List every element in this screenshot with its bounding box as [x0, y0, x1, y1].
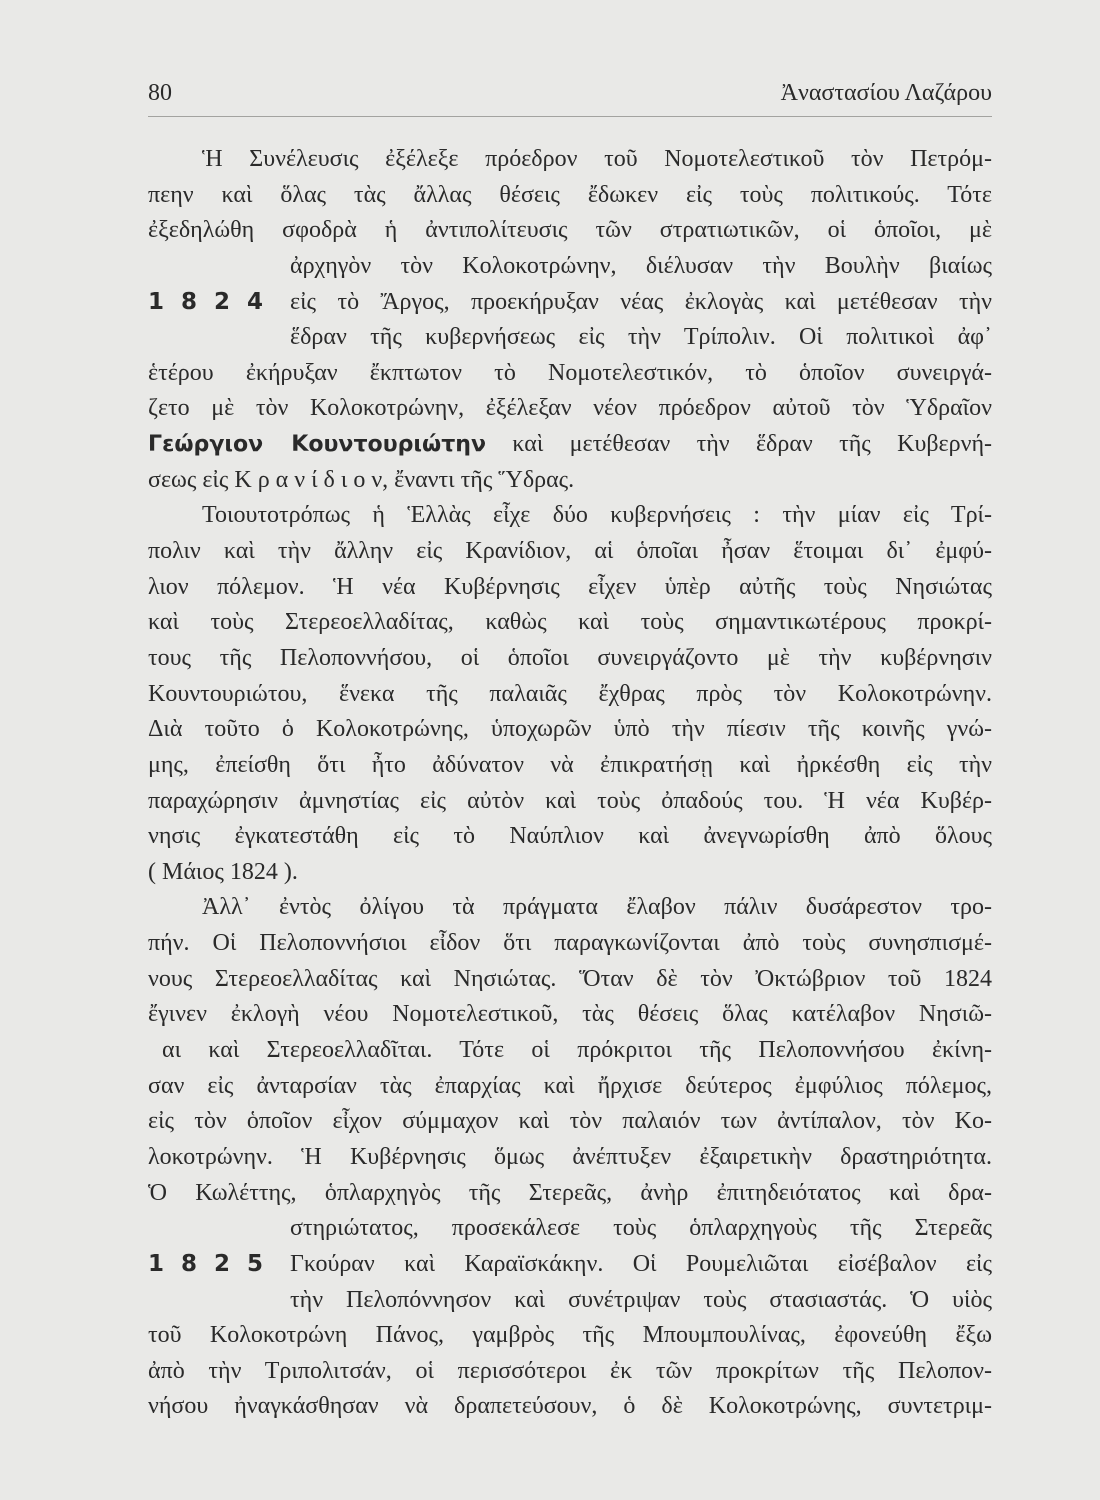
text-line: νους Στερεοελλαδίτας καὶ Νησιώτας. Ὅταν δὲ τὸν Ὀκτώβριον τοῦ 1824	[148, 965, 992, 992]
text-line: πήν. Οἱ Πελοποννήσιοι εἶδον ὅτι παραγκωνίζονται ἀπὸ τοὺς συνησπισμέ-	[148, 930, 992, 957]
text-line: στηριώτατος, προσεκάλεσε τοὺς ὁπλαρχηγοὺς τῆς Στερεᾶς	[290, 1215, 992, 1242]
text-line: νήσου ἠναγκάσθησαν νὰ δραπετεύσουν, ὁ δὲ Κολοκοτρώνης, συντετριμ-	[148, 1393, 992, 1420]
text-line-content: Γκούραν καὶ Καραϊσκάκην. Οἱ Ρουμελιῶται εἰσέβαλον εἰς	[290, 1250, 992, 1277]
text-line: μης, ἐπείσθη ὅτι ἦτο ἀδύνατον νὰ ἐπικρατήσῃ καὶ ἠρκέσθη εἰς τὴν	[148, 751, 992, 778]
text-line: ἔγινεν ἐκλογὴ νέου Νομοτελεστικοῦ, τὰς θέσεις ὅλας κατέλαβον Νησιῶ-	[148, 1001, 992, 1028]
text-line: ἐξεδηλώθη σφοδρὰ ἡ ἀντιπολίτευσις τῶν στρατιωτικῶν, οἱ ὁποῖοι, μὲ	[148, 217, 992, 244]
text-line: τὴν Πελοπόννησον καὶ συνέτριψαν τοὺς στασιαστάς. Ὁ υἱὸς	[290, 1286, 992, 1313]
text-line: τοῦ Κολοκοτρώνη Πάνος, γαμβρὸς τῆς Μπουμπουλίνας, ἐφονεύθη ἔξω	[148, 1322, 992, 1349]
text-line-with-margin-note	[148, 1247, 992, 1283]
text-line: σεως εἰς Κ ρ α ν ί δ ι ο ν, ἔναντι τῆς Ὕδρας.	[148, 466, 575, 493]
text-line: Ὁ Κωλέττης, ὁπλαρχηγὸς τῆς Στερεᾶς, ἀνὴρ ἐπιτηδειότατος καὶ δρα-	[148, 1179, 992, 1206]
text-line: Διὰ τοῦτο ὁ Κολοκοτρώνης, ὑποχωρῶν ὑπὸ τὴν πίεσιν τῆς κοινῆς γνώ-	[148, 716, 992, 743]
text-line: ἀπὸ τὴν Τριπολιτσάν, οἱ περισσότεροι ἐκ τῶν προκρίτων τῆς Πελοπον-	[148, 1357, 992, 1384]
text-line: σαν εἰς ἀνταρσίαν τὰς ἐπαρχίας καὶ ἤρχισε δεύτερος ἐμφύλιος πόλεμος,	[148, 1072, 992, 1099]
text-line	[148, 427, 992, 463]
text-line: ἕδραν τῆς κυβερνήσεως εἰς τὴν Τρίπολιν. Οἱ πολιτικοὶ ἀφ᾿	[290, 324, 992, 351]
margin-year: 1824	[148, 288, 281, 315]
text-line: καὶ τοὺς Στερεοελλαδίτας, καθὼς καὶ τοὺς σημαντικωτέρους προκρί-	[148, 609, 992, 636]
header-rule	[148, 116, 992, 117]
text-line: νησις ἐγκατεστάθη εἰς τὸ Ναύπλιον καὶ ἀνεγνωρίσθη ἀπὸ ὅλους	[148, 823, 992, 850]
text-line: Κουντουριώτου, ἕνεκα τῆς παλαιᾶς ἔχθρας πρὸς τὸν Κολοκοτρώνην.	[148, 680, 992, 707]
text-line: λοκοτρώνην. Ἡ Κυβέρνησις ὅμως ἀνέπτυξεν ἐξαιρετικὴν δραστηριότητα.	[148, 1143, 992, 1170]
text-line: ἑτέρου ἐκήρυξαν ἔκπτωτον τὸ Νομοτελεστικόν, τὸ ὁποῖον συνειργά-	[148, 359, 992, 386]
text-line: ἀρχηγὸν τὸν Κολοκοτρώνην, διέλυσαν τὴν Βουλὴν βιαίως	[290, 252, 992, 279]
text-line: ( Μάιος 1824 ).	[148, 858, 298, 885]
text-line-content: εἰς τὸ Ἄργος, προεκήρυξαν νέας ἐκλογὰς καὶ μετέθεσαν τὴν	[290, 288, 992, 315]
text-line: Ἀλλ᾿ ἐντὸς ὀλίγου τὰ πράγματα ἔλαβον πάλιν δυσάρεστον τρο-	[202, 894, 992, 921]
text-line: Τοιουτοτρόπως ἡ Ἑλλὰς εἶχε δύο κυβερνήσεις : τὴν μίαν εἰς Τρί-	[202, 502, 992, 529]
text-line: αι καὶ Στερεοελλαδῖται. Τότε οἱ πρόκριτοι τῆς Πελοποννήσου ἐκίνη-	[162, 1037, 992, 1064]
bold-name: Γεώργιον Κουντουριώτην	[148, 432, 487, 458]
body-text	[148, 142, 992, 1425]
text-line-content: καὶ μετέθεσαν τὴν ἕδραν τῆς Κυβερνή-	[512, 431, 992, 458]
text-line: ζετο μὲ τὸν Κολοκοτρώνην, ἐξέλεξαν νέον πρόεδρον αὐτοῦ τὸν Ὑδραῖον	[148, 395, 992, 422]
text-line: παραχώρησιν ἀμνηστίας εἰς αὐτὸν καὶ τοὺς ὀπαδούς του. Ἡ νέα Κυβέρ-	[148, 787, 992, 814]
text-line: λιον πόλεμον. Ἡ νέα Κυβέρνησις εἶχεν ὑπὲρ αὐτῆς τοὺς Νησιώτας	[148, 573, 992, 600]
text-line-with-margin-note	[148, 285, 992, 321]
text-line: Ἡ Συνέλευσις ἐξέλεξε πρόεδρον τοῦ Νομοτελεστικοῦ τὸν Πετρόμ-	[202, 146, 992, 172]
running-title: Ἀναστασίου Λαζάρου	[780, 80, 992, 106]
text-line: τους τῆς Πελοποννήσου, οἱ ὁποῖοι συνειργάζοντο μὲ τὴν κυβέρνησιν	[148, 644, 992, 671]
text-line: πεην καὶ ὅλας τὰς ἄλλας θέσεις ἔδωκεν εἰς τοὺς πολιτικούς. Τότε	[148, 181, 992, 208]
text-line: εἰς τὸν ὁποῖον εἶχον σύμμαχον καὶ τὸν παλαιόν των ἀντίπαλον, τὸν Κο-	[148, 1108, 992, 1135]
text-line: πολιν καὶ τὴν ἄλλην εἰς Κρανίδιον, αἱ ὁποῖαι ἦσαν ἕτοιμαι δι᾿ ἐμφύ-	[148, 538, 992, 565]
margin-year: 1825	[148, 1250, 281, 1277]
page-number: 80	[148, 80, 172, 106]
